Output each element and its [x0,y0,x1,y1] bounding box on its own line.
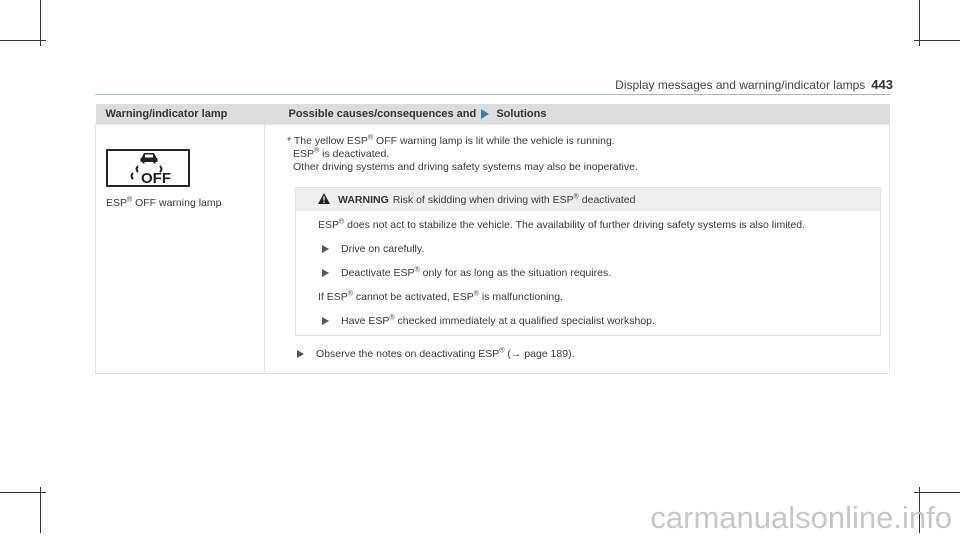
step-arrow-icon [322,317,329,325]
warning-body [296,211,880,335]
step-arrow-icon [322,245,329,253]
causes-cell [265,125,890,374]
crop-mark [40,487,41,533]
warning-text: ESP® does not act to stabilize the vehicle. The availability of further driving safety systems is also limited. [318,218,806,231]
running-header [615,77,893,92]
column-header-lamp: Warning/indicator lamp [96,104,265,125]
warning-step-1: Drive on carefully. [318,243,870,256]
esp-off-lamp-icon [106,149,190,187]
page-number: 443 [871,77,893,92]
table-row [96,125,890,374]
solutions-arrow-icon [481,109,489,119]
lamp-off-text: OFF [141,170,171,185]
table-header-row [96,104,890,125]
cause-line-1: * The yellow ESP® OFF warning lamp is lit while the vehicle is running. [287,134,615,147]
solutions-heading: Solutions [496,108,547,120]
warning-header [296,188,880,211]
warning-condition: If ESP® cannot be activated, ESP® is malfunctioning. [318,290,563,303]
step-arrow-icon [322,269,329,277]
warning-title: WARNING [338,194,389,206]
column-header-causes [265,104,890,125]
lamp-table [95,104,890,374]
crop-mark [0,492,46,493]
warning-box [295,187,881,336]
watermark: carmanualsonline.info [650,500,952,535]
warning-step-2: Deactivate ESP® only for as long as the situation requires. [318,267,870,280]
crop-mark [914,492,960,493]
cause-line-3: Other driving systems and driving safety systems may also be inoperative. [293,161,638,173]
lamp-cell [96,125,265,374]
observe-step: Observe the notes on deactivating ESP® (→ page 189). [287,348,889,361]
warning-step-3: Have ESP® checked immediately at a qualified specialist workshop. [318,315,870,328]
step-arrow-icon [297,350,304,358]
warning-heading: Risk of skidding when driving with ESP® deactivated [392,193,636,206]
crop-mark [0,40,46,41]
cause-line-2: ESP® is deactivated. [293,147,390,160]
section-title: Display messages and warning/indicator lamps [615,78,866,92]
crop-mark [914,40,960,41]
causes-heading: Possible causes/consequences and [288,108,477,120]
warning-triangle-icon [318,193,330,204]
lamp-label: ESP® OFF warning lamp [106,196,222,209]
header-rule [95,94,890,95]
